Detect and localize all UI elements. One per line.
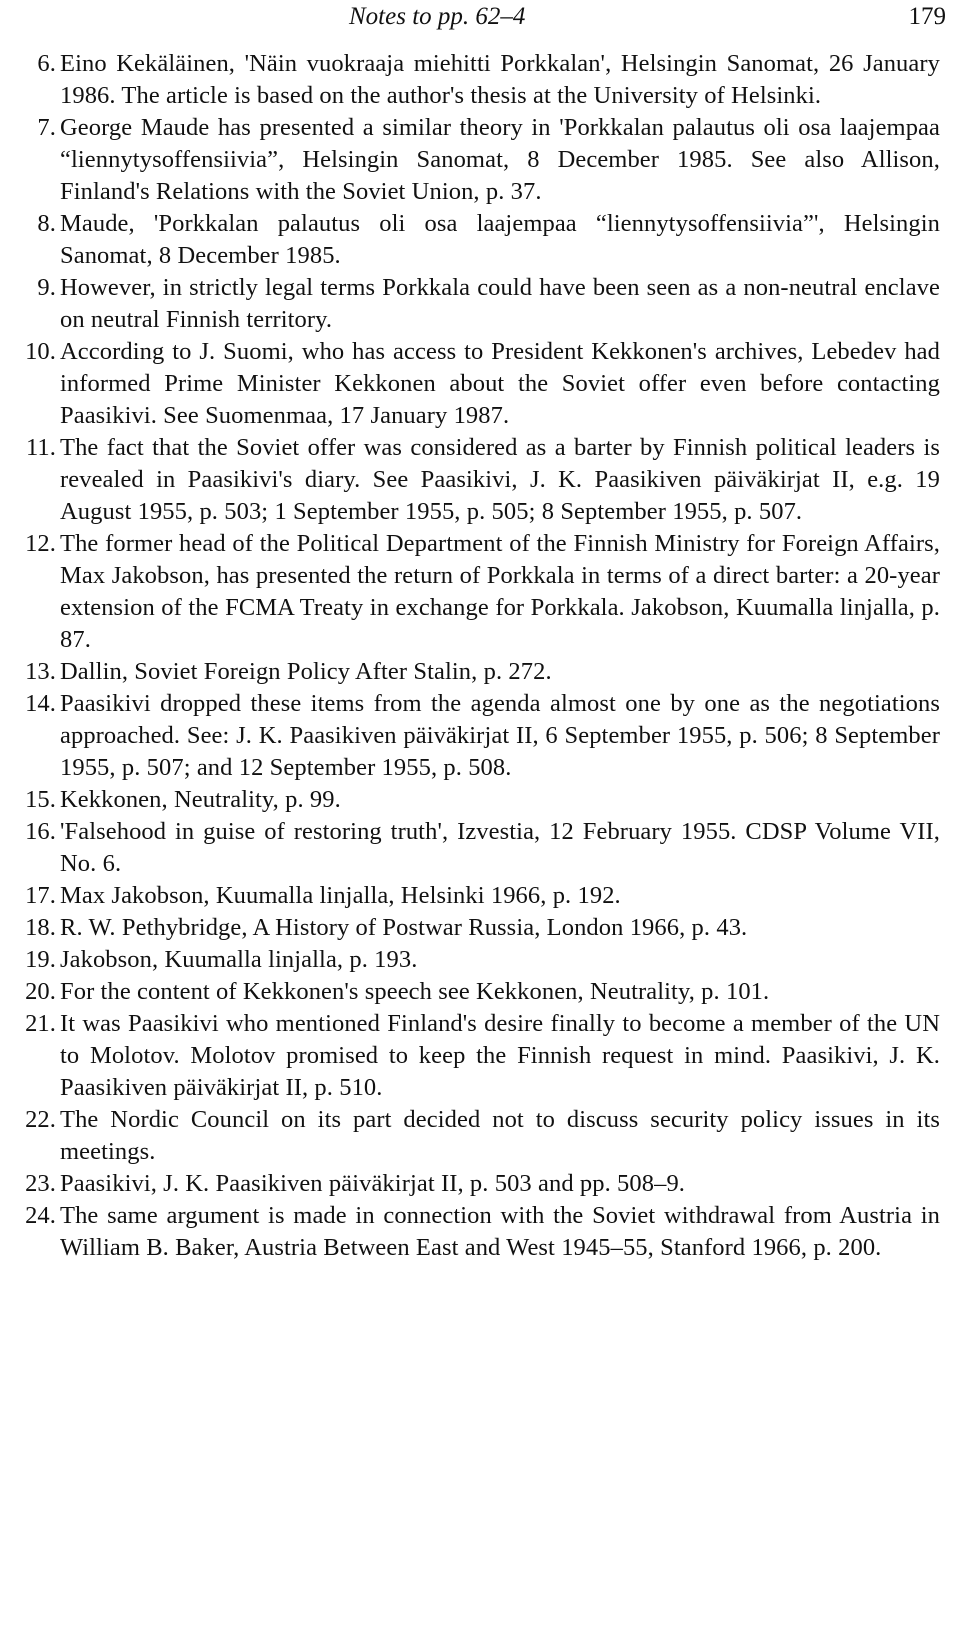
note-text: Dallin, Soviet Foreign Policy After Stalin, p. 272.: [60, 658, 552, 685]
note-text: Paasikivi dropped these items from the agenda almost one by one as the negotiations approached. See: J. K. Paasikiven päiväkirjat II, 6 September 1955, p. 506; 8 September 1955, p. 507; and 12 September 1955, p. 508.: [60, 690, 940, 781]
note-number: 13.: [25, 658, 56, 685]
note-number: 14.: [25, 690, 56, 717]
note-text: For the content of Kekkonen's speech see Kekkonen, Neutrality, p. 101.: [60, 978, 770, 1005]
note-12: [0, 528, 940, 656]
note-11: [0, 432, 940, 528]
note-number: 22.: [25, 1106, 56, 1133]
note-text: Eino Kekäläinen, 'Näin vuokraaja miehitti Porkkalan', Helsingin Sanomat, 26 January 1986. The article is based on the author's thesis at the University of Helsinki.: [60, 50, 940, 109]
note-number: 7.: [37, 114, 56, 141]
note-number: 15.: [25, 786, 56, 813]
page-number: 179: [908, 3, 946, 30]
note-15: [0, 784, 940, 816]
note-20: [0, 976, 940, 1008]
note-number: 18.: [25, 914, 56, 941]
note-text: Maude, 'Porkkalan palautus oli osa laajempaa “liennytysoffensiivia”', Helsingin Sanomat, 8 December 1985.: [60, 210, 940, 269]
note-16: [0, 816, 940, 880]
note-text: However, in strictly legal terms Porkkala could have been seen as a non-neutral enclave on neutral Finnish territory.: [60, 274, 940, 333]
note-text: Jakobson, Kuumalla linjalla, p. 193.: [60, 946, 418, 973]
note-number: 10.: [25, 338, 56, 365]
note-number: 16.: [25, 818, 56, 845]
note-13: [0, 656, 940, 688]
note-24: [0, 1200, 940, 1264]
note-number: 9.: [37, 274, 56, 301]
note-17: [0, 880, 940, 912]
running-head: [0, 0, 960, 44]
note-text: It was Paasikivi who mentioned Finland's desire finally to become a member of the UN to Molotov. Molotov promised to keep the Finnish request in mind. Paasikivi, J. K. Paasikiven päiväkirjat II, p. 510.: [60, 1010, 940, 1101]
running-title: Notes to pp. 62–4: [349, 3, 526, 30]
note-number: 6.: [37, 50, 56, 77]
note-19: [0, 944, 940, 976]
note-text: Kekkonen, Neutrality, p. 99.: [60, 786, 341, 813]
note-text: The Nordic Council on its part decided not to discuss security policy issues in its meetings.: [60, 1106, 940, 1165]
note-text: The former head of the Political Department of the Finnish Ministry for Foreign Affairs, Max Jakobson, has presented the return of Porkkala in terms of a direct barter: a 20-year extension of the FCMA Treaty in exchange for Porkkala. Jakobson, Kuumalla linjalla, p. 87.: [60, 530, 940, 653]
note-text: Max Jakobson, Kuumalla linjalla, Helsinki 1966, p. 192.: [60, 882, 621, 909]
note-8: [0, 208, 940, 272]
note-number: 23.: [25, 1170, 56, 1197]
note-14: [0, 688, 940, 784]
notes-list: [0, 48, 960, 1264]
note-10: [0, 336, 940, 432]
note-21: [0, 1008, 940, 1104]
note-number: 11.: [25, 434, 56, 461]
note-text: The fact that the Soviet offer was considered as a barter by Finnish political leaders is revealed in Paasikivi's diary. See Paasikivi, J. K. Paasikiven päiväkirjat II, e.g. 19 August 1955, p. 503; 1 September 1955, p. 505; 8 September 1955, p. 507.: [60, 434, 940, 525]
note-text: 'Falsehood in guise of restoring truth', Izvestia, 12 February 1955. CDSP Volume VII, No. 6.: [60, 818, 940, 877]
note-number: 12.: [25, 530, 56, 557]
note-text: R. W. Pethybridge, A History of Postwar Russia, London 1966, p. 43.: [60, 914, 748, 941]
note-18: [0, 912, 940, 944]
note-text: Paasikivi, J. K. Paasikiven päiväkirjat II, p. 503 and pp. 508–9.: [60, 1170, 686, 1197]
note-number: 19.: [25, 946, 56, 973]
note-text: According to J. Suomi, who has access to President Kekkonen's archives, Lebedev had informed Prime Minister Kekkonen about the Soviet offer even before contacting Paasikivi. See Suomenmaa, 17 January 1987.: [60, 338, 940, 429]
note-9: [0, 272, 940, 336]
note-text: The same argument is made in connection with the Soviet withdrawal from Austria in William B. Baker, Austria Between East and West 1945–55, Stanford 1966, p. 200.: [60, 1202, 940, 1261]
note-23: [0, 1168, 940, 1200]
note-22: [0, 1104, 940, 1168]
note-6: [0, 48, 940, 112]
note-number: 8.: [37, 210, 56, 237]
note-text: George Maude has presented a similar theory in 'Porkkalan palautus oli osa laajempaa “liennytysoffensiivia”, Helsingin Sanomat, 8 December 1985. See also Allison, Finland's Relations with the Soviet Union, p. 37.: [60, 114, 940, 205]
note-number: 24.: [25, 1202, 56, 1229]
note-number: 20.: [25, 978, 56, 1005]
note-number: 21.: [25, 1010, 56, 1037]
note-7: [0, 112, 940, 208]
note-number: 17.: [25, 882, 56, 909]
